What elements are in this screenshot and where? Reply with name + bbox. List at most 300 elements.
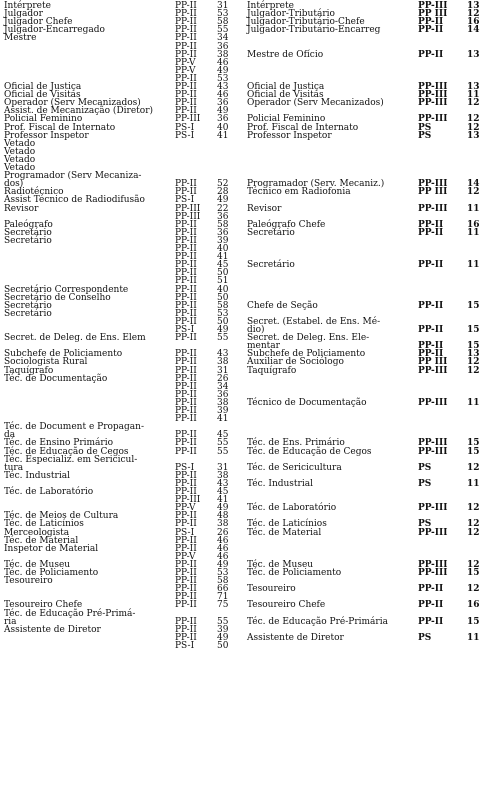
left-code: PP-II [175,357,197,368]
right-code: PP-II [418,341,444,352]
left-code: PP-II [175,535,197,546]
right-title: Subchefe de Policiamento [247,349,366,360]
left-code: PP-II [175,260,197,271]
right-title: Oficial de Visitas [247,90,324,101]
left-ref: 46 [217,57,229,68]
right-ref: 15 [467,300,480,311]
left-code: PP-II [175,600,197,611]
right-code: PP-III [418,179,448,190]
right-title: Secretário [247,227,295,238]
right-code: PP-III [418,82,448,92]
right-title: Tesoureiro Chefe [247,600,326,611]
right-ref: 11 [467,90,480,101]
right-title: Técnico em Radiofonia [247,187,351,198]
right-ref: 12 [467,527,480,538]
left-code: PP-V [175,503,196,514]
left-code: PP-II [175,25,197,36]
right-title: Téc. de Educação de Cegos [247,446,372,457]
left-ref: 43 [217,82,229,92]
right-ref: 12 [467,187,480,198]
right-title: Secret. de Deleg. Ens. Ele- [247,333,370,344]
left-ref: 39 [217,406,229,416]
left-code: PP-III [175,495,201,506]
left-title: Secretário [4,227,52,238]
right-title: Técnico de Documentação [247,397,367,408]
left-ref: 46 [217,90,229,101]
left-ref: 43 [217,349,229,360]
left-ref: 38 [217,470,229,481]
left-ref: 48 [217,511,229,522]
right-title: Auxiliar de Sociólogo [247,357,344,368]
left-ref: 50 [217,640,229,651]
left-code: PP-V [175,65,196,76]
left-title: Secretário de Conselho [4,292,111,303]
left-title: Tesoureiro Chefe [4,600,83,611]
right-title: Oficial de Justiça [247,82,325,92]
left-title: Secretário [4,300,52,311]
right-code: PP-III [418,503,448,514]
left-code: PP-V [175,551,196,562]
right-code: PS [418,462,432,473]
left-title: Téc. Industrial [4,470,70,481]
right-title: Revisor [247,203,282,214]
left-ref: 49 [217,325,229,335]
left-ref: 43 [217,478,229,489]
left-title: Mestre [4,33,37,44]
right-title: Operador (Serv Mecanizados) [247,98,384,109]
right-title: Téc. de Laboratório [247,503,337,514]
left-title: Téc. de Laboratório [4,487,94,497]
left-ref: 41 [217,252,229,263]
left-ref: 28 [217,187,229,198]
left-ref: 53 [217,308,229,319]
left-ref: 49 [217,503,229,514]
right-code: PP-III [418,98,448,109]
right-code: PP-II [418,349,444,360]
left-code: PP-II [175,632,197,643]
left-title: Téc. de Document e Propagan- [4,422,145,433]
left-code: PP-II [175,446,197,457]
right-code: PP-II [418,600,444,611]
right-ref: 15 [467,568,480,578]
right-title: Téc. de Laticínios [247,519,327,530]
left-ref: 58 [217,300,229,311]
left-code: PP-II [175,543,197,554]
left-code: PP-II [175,227,197,238]
right-ref: 12 [467,357,480,368]
left-code: PP-II [175,49,197,60]
right-code: PP-II [418,584,444,595]
right-title: Prof. Fiscal de Internato [247,122,359,133]
left-code: PP-II [175,235,197,246]
left-ref: 71 [217,592,229,603]
left-code: PP-III [175,203,201,214]
left-ref: 39 [217,624,229,635]
left-ref: 49 [217,106,229,117]
right-ref: 13 [467,49,480,60]
right-title: Julgador-Tributário-Encarreg [247,25,381,36]
right-code: PP-III [418,568,448,578]
left-ref: 40 [217,284,229,295]
right-code: PP-II [418,25,444,36]
right-code: PP-III [418,114,448,125]
left-title: ria [4,616,17,627]
left-ref: 40 [217,122,229,133]
left-code: PP-II [175,82,197,92]
left-title: Inspetor de Material [4,543,99,554]
left-title: Téc. Especializ. em Sericicul- [4,454,138,465]
left-title: dos) [4,179,24,190]
left-code: PP-II [175,576,197,587]
left-title: Téc. de Museu [4,559,71,570]
right-title: Téc. de Educação Pré-Primária [247,616,388,627]
right-title: Taquígrafo [247,365,297,376]
right-ref: 16 [467,219,480,230]
left-title: Téc. de Educação Pré-Primá- [4,608,136,619]
left-title: Téc. de Laticínios [4,519,84,530]
right-code: PS [418,632,432,643]
left-code: PP-II [175,219,197,230]
left-title: Operador (Serv Mecanizados) [4,98,141,109]
right-ref: 12 [467,519,480,530]
left-ref: 26 [217,373,229,384]
left-ref: 36 [217,41,229,52]
right-ref: 12 [467,462,480,473]
right-ref: 13 [467,82,480,92]
left-title: Secret. de Deleg. de Ens. Elem [4,333,146,344]
left-ref: 45 [217,260,229,271]
left-code: PP-II [175,106,197,117]
left-ref: 31 [217,365,229,376]
right-ref: 12 [467,9,480,20]
right-title: Policial Feminino [247,114,326,125]
left-ref: 58 [217,17,229,28]
left-title: Merceologista [4,527,70,538]
left-code: PP-II [175,389,197,400]
right-ref: 14 [467,179,480,190]
left-ref: 36 [217,98,229,109]
left-title: Secretário [4,308,52,319]
right-code: PS [418,478,432,489]
right-title: Professor Inspetor [247,130,332,141]
right-title: Mestre de Ofício [247,49,324,60]
right-code: PP-III [418,527,448,538]
right-ref: 11 [467,632,480,643]
right-code: PP III [418,187,448,198]
left-title: Professor Inspetor [4,130,89,141]
right-title: Secret. (Estabel. de Ens. Mé- [247,316,381,327]
right-code: PP-III [418,203,448,214]
right-title: Assistente de Diretor [247,632,344,643]
left-ref: 31 [217,1,229,11]
left-ref: 34 [217,33,229,44]
left-ref: 45 [217,430,229,441]
left-title: Revisor [4,203,39,214]
left-title: Vetado [4,146,36,157]
left-title: Paleógrafo [4,219,53,230]
right-code: PP-III [418,90,448,101]
left-ref: 22 [217,203,229,214]
left-ref: 38 [217,49,229,60]
left-code: PP-II [175,568,197,578]
left-title: da [4,430,16,441]
right-code: PP-II [418,260,444,271]
left-code: PP-II [175,430,197,441]
right-ref: 12 [467,584,480,595]
left-title: Taquígrafo [4,365,54,376]
left-code: PS-I [175,640,195,651]
left-code: PS-I [175,325,195,335]
right-ref: 12 [467,365,480,376]
left-code: PP-II [175,244,197,254]
right-code: PP-II [418,17,444,28]
right-code: PP-III [418,1,448,11]
left-ref: 40 [217,244,229,254]
left-ref: 52 [217,179,229,190]
right-ref: 13 [467,1,480,11]
left-title: Julgador Chefe [4,17,73,28]
left-ref: 53 [217,9,229,20]
left-code: PP-II [175,624,197,635]
right-ref: 16 [467,17,480,28]
left-code: PP-II [175,292,197,303]
left-code: PP-II [175,406,197,416]
left-title: Policial Feminino [4,114,83,125]
right-ref: 13 [467,130,480,141]
left-title: Assist. de Mecanização (Diretor) [4,106,154,117]
left-ref: 55 [217,438,229,449]
left-code: PP-II [175,90,197,101]
left-code: PP-II [175,438,197,449]
right-code: PS [418,122,432,133]
left-code: PP-II [175,252,197,263]
right-title: Téc. de Material [247,527,322,538]
right-title: Téc. de Museu [247,559,314,570]
right-code: PP-II [418,300,444,311]
left-title: Vetado [4,163,36,173]
left-ref: 50 [217,292,229,303]
left-title: Vetado [4,154,36,165]
left-title: Téc. de Documentação [4,373,108,384]
right-title: mentar [247,341,280,352]
right-code: PP-III [418,559,448,570]
left-ref: 50 [217,268,229,279]
right-title: Téc. de Sericicultura [247,462,342,473]
left-code: PS-I [175,130,195,141]
left-ref: 55 [217,616,229,627]
left-title: Prof. Fiscal de Internato [4,122,116,133]
right-ref: 11 [467,397,480,408]
left-title: Vetado [4,138,36,149]
left-title: Téc. de Policiamento [4,568,99,578]
left-title: Téc. de Material [4,535,79,546]
left-ref: 36 [217,211,229,222]
left-code: PP-II [175,300,197,311]
left-title: Secretário [4,235,52,246]
right-ref: 11 [467,260,480,271]
left-ref: 34 [217,381,229,392]
left-ref: 41 [217,495,229,506]
right-ref: 12 [467,503,480,514]
right-ref: 11 [467,478,480,489]
left-title: Tesoureiro [4,576,53,587]
right-title: Secretário [247,260,295,271]
left-ref: 58 [217,576,229,587]
left-ref: 49 [217,632,229,643]
left-title: Intérprete [4,1,51,11]
left-code: PP-V [175,57,196,68]
left-ref: 46 [217,543,229,554]
left-code: PP-II [175,349,197,360]
left-code: PS-I [175,122,195,133]
left-title: tura [4,462,24,473]
left-ref: 51 [217,276,229,287]
left-title: Téc. de Educação de Cegos [4,446,129,457]
right-code: PP-II [418,616,444,627]
right-ref: 16 [467,600,480,611]
right-code: PP III [418,357,448,368]
right-code: PP-II [418,325,444,335]
right-title: Chefe de Seção [247,300,318,311]
left-ref: 41 [217,130,229,141]
right-title: Téc. de Policiamento [247,568,342,578]
right-ref: 12 [467,98,480,109]
left-title: Julgador [4,9,43,20]
left-code: PP-II [175,487,197,497]
left-ref: 26 [217,527,229,538]
right-code: PP-II [418,227,444,238]
left-title: Sociologista Rural [4,357,88,368]
left-code: PP-II [175,519,197,530]
right-code: PP-III [418,365,448,376]
left-ref: 39 [217,235,229,246]
left-ref: 58 [217,219,229,230]
left-code: PP-III [175,114,201,125]
right-ref: 15 [467,616,480,627]
right-title: Julgador-Tributário-Chefe [247,17,365,28]
right-ref: 15 [467,438,480,449]
left-ref: 41 [217,414,229,425]
left-title: Oficial de Visitas [4,90,81,101]
left-ref: 36 [217,114,229,125]
left-ref: 36 [217,389,229,400]
right-code: PP III [418,9,448,20]
left-title: Subchefe de Policiamento [4,349,123,360]
right-title: Intérprete [247,1,294,11]
left-code: PP-II [175,373,197,384]
left-code: PP-II [175,316,197,327]
left-ref: 75 [217,600,229,611]
left-ref: 46 [217,551,229,562]
left-title: Téc. de Ensino Primário [4,438,114,449]
left-code: PP-II [175,268,197,279]
right-title: Téc. Industrial [247,478,313,489]
left-code: PP-II [175,9,197,20]
left-ref: 46 [217,535,229,546]
left-ref: 49 [217,559,229,570]
left-ref: 49 [217,195,229,206]
right-ref: 15 [467,446,480,457]
left-ref: 36 [217,227,229,238]
right-ref: 11 [467,203,480,214]
left-code: PP-II [175,284,197,295]
left-ref: 38 [217,357,229,368]
left-code: PP-II [175,333,197,344]
left-ref: 53 [217,73,229,84]
left-code: PP-II [175,616,197,627]
left-ref: 38 [217,519,229,530]
left-code: PP-II [175,478,197,489]
left-ref: 66 [217,584,229,595]
right-ref: 15 [467,325,480,335]
right-code: PP-III [418,397,448,408]
right-title: Paleógrafo Chefe [247,219,326,230]
left-title: Radiotécnico [4,187,64,198]
left-title: Programador (Serv Mecaniza- [4,171,142,182]
left-title: Téc. de Meios de Cultura [4,511,119,522]
left-code: PS-I [175,195,195,206]
left-code: PP-II [175,559,197,570]
right-ref: 11 [467,227,480,238]
left-ref: 45 [217,487,229,497]
right-title: Programador (Serv. Mecaniz.) [247,179,385,190]
left-code: PP-III [175,211,201,222]
right-code: PS [418,130,432,141]
left-ref: 49 [217,65,229,76]
right-title: Téc. de Ens. Primário [247,438,345,449]
left-title: Assist Técnico de Radiodifusão [4,195,145,206]
left-ref: 55 [217,25,229,36]
right-code: PP-II [418,219,444,230]
right-title: dio) [247,325,265,335]
left-ref: 38 [217,397,229,408]
left-title: Assistente de Diretor [4,624,101,635]
left-code: PP-II [175,17,197,28]
left-code: PP-II [175,41,197,52]
left-code: PP-II [175,397,197,408]
left-code: PP-II [175,98,197,109]
right-ref: 15 [467,341,480,352]
left-code: PP-II [175,33,197,44]
right-ref: 14 [467,25,480,36]
left-code: PP-II [175,592,197,603]
left-code: PP-II [175,511,197,522]
left-code: PS-I [175,527,195,538]
right-code: PS [418,519,432,530]
left-title: Oficial de Justiça [4,82,82,92]
left-code: PP-II [175,179,197,190]
left-ref: 55 [217,446,229,457]
left-code: PP-II [175,381,197,392]
right-code: PP-III [418,438,448,449]
left-code: PP-II [175,187,197,198]
left-title: Julgador-Encarregado [4,25,105,36]
left-code: PP-II [175,1,197,11]
left-ref: 53 [217,568,229,578]
left-code: PP-II [175,73,197,84]
left-code: PP-II [175,308,197,319]
right-ref: 12 [467,559,480,570]
left-code: PP-II [175,276,197,287]
right-ref: 12 [467,114,480,125]
right-ref: 13 [467,349,480,360]
left-code: PP-II [175,414,197,425]
left-code: PP-II [175,365,197,376]
left-code: PS-I [175,462,195,473]
right-title: Tesoureiro [247,584,296,595]
left-title: Secretário Correspondente [4,284,129,295]
left-ref: 55 [217,333,229,344]
